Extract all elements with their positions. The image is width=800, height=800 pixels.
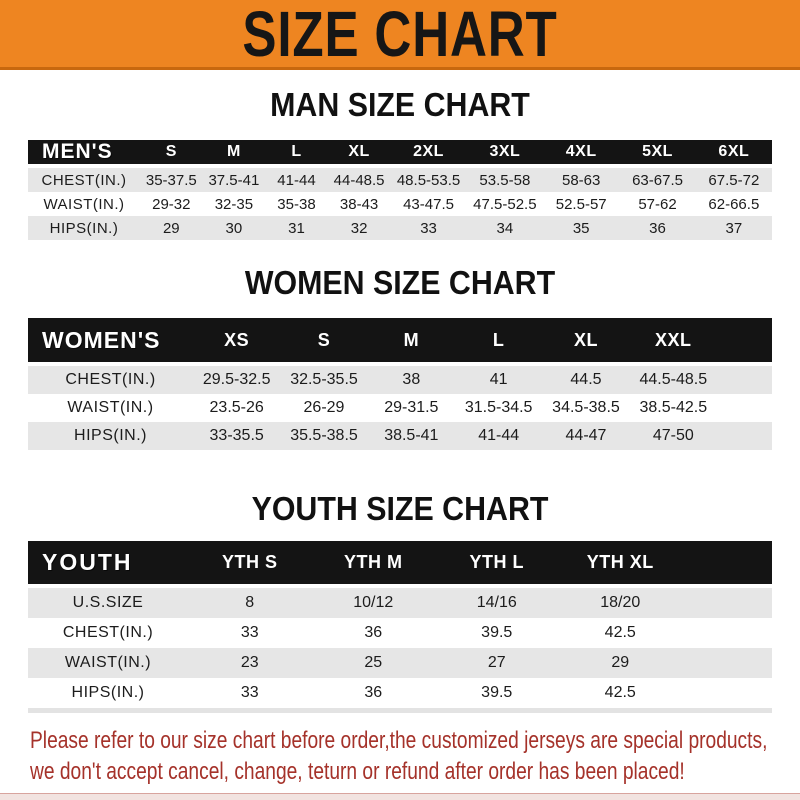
row-label: HIPS(IN.) [49, 219, 119, 237]
table-cell: 35.5-38.5 [290, 427, 358, 444]
table-row [28, 678, 772, 708]
column-header: M [403, 329, 420, 350]
table-cell: 63-67.5 [632, 171, 683, 189]
table-cell: 42.5 [604, 684, 636, 701]
column-header: YTH L [469, 552, 524, 572]
table-cell: 35-38 [277, 195, 316, 213]
table-header-label: WOMEN'S [42, 326, 161, 353]
row-label: U.S.SIZE [72, 594, 144, 611]
section-youth [0, 492, 800, 713]
table-cell: 36 [649, 219, 666, 237]
column-header: S [317, 329, 331, 350]
table-cell: 36 [364, 684, 383, 701]
table-cell: 38.5-42.5 [639, 399, 708, 416]
table-cell: 31.5-34.5 [464, 399, 533, 416]
table-cell: 23 [240, 654, 259, 671]
table-cell: 38.5-41 [384, 427, 439, 444]
table-cell: 58-63 [562, 171, 601, 189]
table-cell: 62-66.5 [708, 195, 760, 213]
table-header-label: YOUTH [42, 549, 133, 575]
section-women [0, 266, 800, 450]
table-cell: 10/12 [353, 594, 394, 611]
column-header: 2XL [413, 143, 444, 160]
table-cell: 33 [420, 219, 437, 237]
table-row [28, 168, 772, 192]
table-cell: 32 [350, 219, 368, 237]
column-header: S [165, 143, 177, 160]
women-section-title: WOMEN SIZE CHART [244, 264, 556, 301]
table-header-label: MEN'S [42, 140, 113, 163]
table-row [28, 394, 772, 422]
table-cell: 38 [402, 371, 421, 388]
column-header: XL [573, 329, 598, 350]
table-cell: 44.5 [570, 371, 602, 388]
table-body [28, 588, 772, 708]
table-cell: 37 [725, 219, 743, 237]
disclaimer-line-2: we don't accept cancel, change, teturn or refund after order has been placed! [30, 758, 685, 785]
table-cell: 33-35.5 [209, 427, 264, 444]
column-header: 4XL [565, 143, 597, 160]
men-size-table [28, 140, 772, 240]
table-cell: 48.5-53.5 [396, 171, 461, 189]
table-cell: 14/16 [476, 594, 517, 611]
table-row [28, 422, 772, 450]
bottom-strip [0, 793, 800, 800]
table-bottom-strip [28, 708, 772, 713]
table-cell: 43-47.5 [403, 195, 454, 213]
table-cell: 33 [240, 684, 259, 701]
column-header: M [226, 143, 241, 160]
table-row [28, 618, 772, 648]
table-cell: 37.5-41 [208, 171, 260, 189]
table-cell: 26-29 [303, 399, 345, 416]
table-cell: 35-37.5 [145, 171, 197, 189]
banner [0, 0, 800, 70]
table-cell: 41-44 [478, 427, 520, 444]
table-row [28, 216, 772, 240]
table-cell: 34 [496, 219, 514, 237]
table-cell: 41 [489, 371, 508, 388]
table-row [28, 588, 772, 618]
table-header-row [28, 140, 772, 164]
row-label: WAIST(IN.) [43, 195, 125, 213]
section-men [0, 88, 800, 240]
table-cell: 25 [364, 654, 383, 671]
table-header-row [28, 541, 772, 584]
column-header: XL [348, 143, 370, 160]
table-cell: 34.5-38.5 [552, 399, 620, 416]
table-cell: 33 [240, 624, 259, 641]
table-cell: 42.5 [604, 624, 636, 641]
column-header: L [291, 143, 302, 160]
table-cell: 47.5-52.5 [473, 195, 537, 213]
table-cell: 44-47 [565, 427, 607, 444]
table-cell: 36 [364, 624, 383, 641]
men-section-title: MAN SIZE CHART [270, 86, 530, 123]
women-size-table [28, 318, 772, 450]
table-cell: 29 [162, 219, 180, 237]
table-cell: 30 [225, 219, 243, 237]
youth-size-table [28, 541, 772, 713]
column-header: YTH S [221, 552, 278, 572]
table-cell: 8 [245, 594, 255, 611]
table-cell: 29 [611, 654, 630, 671]
column-header: YTH XL [586, 552, 654, 572]
row-label: CHEST(IN.) [62, 624, 154, 641]
table-cell: 29-32 [152, 195, 191, 213]
table-cell: 44.5-48.5 [639, 371, 708, 388]
table-cell: 38-43 [339, 195, 379, 213]
table-cell: 29.5-32.5 [202, 371, 271, 388]
table-row [28, 366, 772, 394]
row-label: WAIST(IN.) [67, 399, 154, 416]
disclaimer-line-1: Please refer to our size chart before order,the customized jerseys are special products, [30, 727, 768, 754]
column-header: 6XL [718, 143, 750, 160]
table-cell: 18/20 [600, 594, 641, 611]
column-header: L [492, 329, 505, 350]
row-label: HIPS(IN.) [71, 684, 145, 701]
column-header: YTH M [344, 552, 403, 572]
row-label: HIPS(IN.) [74, 427, 147, 444]
page-title: SIZE CHART [242, 0, 558, 70]
table-row [28, 192, 772, 216]
row-label: CHEST(IN.) [65, 371, 156, 388]
table-cell: 23.5-26 [209, 399, 264, 416]
column-header: XS [224, 329, 250, 350]
table-cell: 27 [487, 654, 506, 671]
row-label: CHEST(IN.) [41, 171, 127, 189]
table-cell: 39.5 [481, 684, 513, 701]
column-header: XXL [655, 329, 692, 350]
table-cell: 41-44 [277, 171, 316, 189]
table-header-row [28, 318, 772, 362]
table-cell: 67.5-72 [708, 171, 760, 189]
table-body [28, 168, 772, 240]
row-label: WAIST(IN.) [64, 654, 152, 671]
table-row [28, 648, 772, 678]
table-cell: 39.5 [481, 624, 513, 641]
table-cell: 29-31.5 [384, 399, 439, 416]
youth-section-title: YOUTH SIZE CHART [251, 490, 549, 527]
table-cell: 57-62 [638, 195, 677, 213]
table-body [28, 366, 772, 450]
table-cell: 31 [288, 219, 305, 237]
column-header: 3XL [489, 143, 521, 160]
table-cell: 52.5-57 [555, 195, 607, 213]
table-cell: 32-35 [214, 195, 254, 213]
table-cell: 35 [572, 219, 590, 237]
column-header: 5XL [642, 143, 673, 160]
table-cell: 44-48.5 [333, 171, 385, 189]
disclaimer [30, 725, 768, 787]
table-cell: 53.5-58 [479, 171, 531, 189]
table-cell: 32.5-35.5 [290, 371, 358, 388]
table-cell: 47-50 [652, 427, 694, 444]
